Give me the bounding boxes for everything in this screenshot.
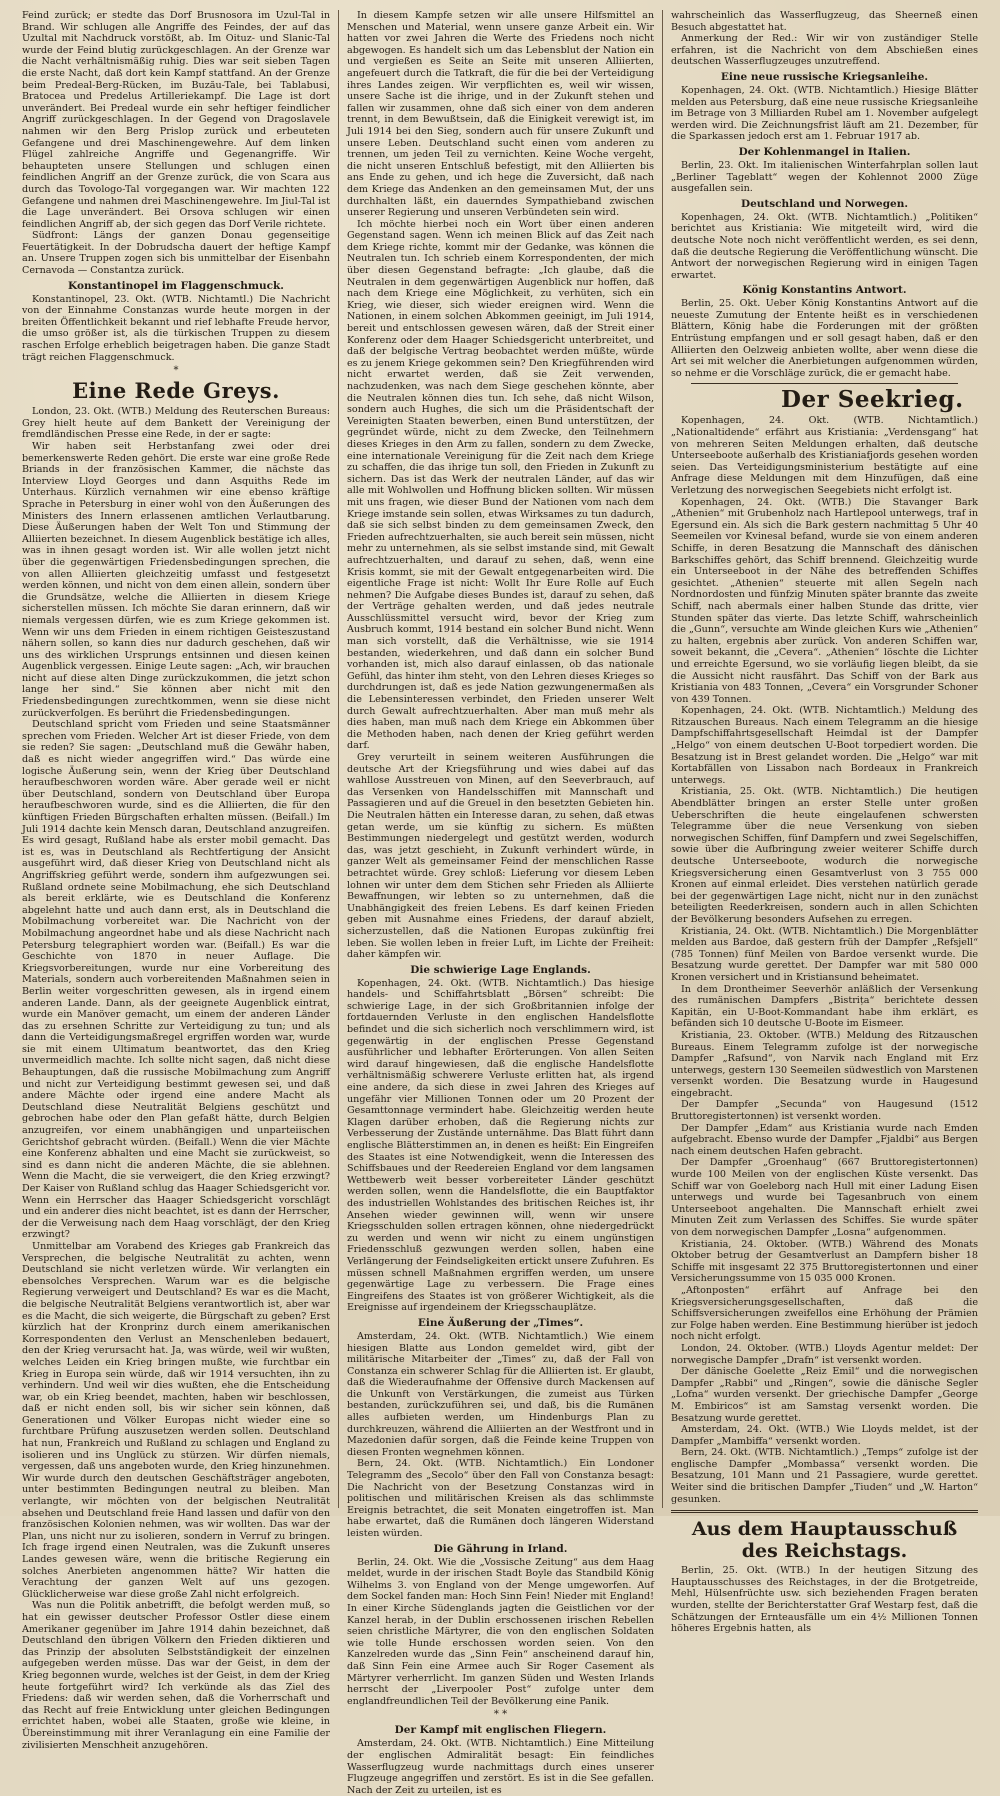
column-middle [338, 10, 662, 1796]
separator-asterisk: * [173, 365, 179, 377]
section-divider [691, 383, 958, 384]
article-heading: Die schwierige Lage Englands. [410, 963, 591, 976]
article-text: London, 24. Oktober. (WTB.) Lloyds Agentur meldet: Der norwegische Dampfer „Drafn“ ist versenkt worden. [671, 1342, 978, 1366]
article-text: Berlin, 25. Okt. (WTB.) In der heutigen Sitzung des Hauptausschusses des Reichstages, in der die Brotgetreide, Mehl, Hülsenfrüchte usw. sich beziehenden Fragen beraten wurden, stellte der Berichterstatter Graf Westarp fest, daß die Schätzungen der Ernteausfälle um ein 4½ Millionen Tonnen höheres Ergebnis hatten, als [671, 1565, 978, 1635]
article-text: Bern, 24. Okt. (WTB. Nichtamtlich.) „Temps“ zufolge ist der englische Dampfer „Mombassa“ versenkt worden. Die Besatzung, 101 Mann und 21 Passagiere, wurde gerettet. Weiter sind die britischen Dampfer „Tiuden“ und „W. Harton“ gesunken. [671, 1447, 978, 1505]
article-text: In diesem Kampfe setzen wir alle unsere Hilfsmittel an Menschen und Material, wenn unsere ganze Arbeit ein. Wir hatten vor zwei Jahren die Werte des Friedens noch nicht abgewogen. Es handelt sich um das Lebensblut der Nation ein und vergießen es Seite an Seite mit unseren Alliierten, angefeuert durch die Tatkraft, die für die bei der Verteidigung ihres Landes zeigen. Wir verpflichten es, weil wir wissen, unsere Sache ist die ihrige, und in der Zukunft stehen und fallen wir zusammen, ohne daß sich einer von dem anderen trennt, in dem Bewußtsein, daß die Einigkeit verewigt ist, im Juli 1914 bei den Sieg, sondern auch für unsere Zukunft und unsere Leben. Deutschland sucht einen vom anderen zu trennen, um jeden Teil zu vernichten. Keine Woche vergeht, die nicht unseren Entschluß befestigt, mit den Alliierten bis ans Ende zu gehen, und ich hege die Zuversicht, daß nach dem Kriege das Andenken an den gemeinsamen Mut, der uns durchhalten läßt, ein dauerndes Sympathieband zwischen unserer Regierung und unseren Verbündeten sein wird. [347, 10, 654, 219]
article-text: Amsterdam, 24. Okt. (WTB. Nichtamtlich.) Eine Mitteilung der englischen Admiralität besagt: Ein feindliches Wasserflugzeug wurde nachmittags durch eines unserer Flugzeuge angegriffen und zerstört. Es ist in die See gefallen. Nach der Zeit zu urteilen, ist es [347, 1738, 654, 1796]
article-text: In dem Drontheimer Seeverhör anläßlich der Versenkung des rumänischen Dampfers „Bistrița“ berichtete dessen Kapitän, ein U-Boot-Kommandant habe ihm erklärt, es befänden sich 10 deutsche U-Boote im Eismeer. [671, 983, 978, 1030]
article-text: Ich möchte hierbei noch ein Wort über einen anderen Gegenstand sagen. Wenn ich meinen Blick auf das Zeit nach dem Kriege richte, kommt mir der Gedanke, was können die Neutralen tun. Ich schrieb einem Korrespondenten, der mich über diesen Gegenstand befragte: „Ich glaube, daß die Neutralen in dem gegenwärtigen Augenblick nur hoffen, daß nach dem Kriege eine Möglichkeit, zu verhüten, sich ein Krieg, wie dieser, sich wieder ereignen wird. Wenn die Nationen, in einem solchen Abkommen geeinigt, im Juli 1914, bereit und entschlossen gewesen wären, daß der Streit einer Konferenz oder dem Haager Schiedsgericht unterbreitet, und daß der belgische Vertrag beobachtet werden müßte, würde es zu jenem Kriege gekommen sein? Den Kriegführenden wird nicht erwartet werden, daß sie Zeit verwenden, nachzudenken, was nach dem Siege geschehen könnte, aber die Neutralen können dies tun. Ich sehe, daß nicht Wilson, sondern auch Hughes, die sich um die Präsidentschaft der Vereinigten Staaten bewerben, einen Bund unterstützen, der gegründet würde, nicht zu dem Zwecke, den Teilnehmern dieses Krieges in den Arm zu fallen, sondern zu dem Zwecke, eine internationale Vereinigung für die Zeit nach dem Kriege zu schaffen, die das ihrige tun soll, den Frieden in Zukunft zu sichern. Das ist das Werk der neutralen Länder, auf das wir alle mit Wohlwollen und Hoffnung blicken sollten. Wir müssen mit uns fragen, wie dieser Bund der Nationen vom nach dem Kriege imstande sein sollen, etwas Wirksames zu tun dadurch, daß sie sich selbst binden zu dem gemeinsamen Zweck, den Frieden aufrechtzuerhalten, sie auch bereit sein müssen, nicht mehr zu unternehmen, als sie selbst imstande sind, mit Gewalt aufrechtzuerhalten, und darauf zu sehen, daß, wenn eine Krisis kommt, sie mit der Gewalt entgegenarbeiten wird. Die eigentliche Frage ist nicht: Wollt Ihr Eure Rolle auf Euch nehmen? Die Aufgabe dieses Bundes ist, darauf zu sehen, daß der Verträge gehalten werden, und daß jedes neutrale Ausschlüssmittel versucht wird, bevor der Krieg zum Ausbruch kommt, 1914 bestand ein solcher Bund nicht. Wenn man sich vorstellt, daß die Verhältnisse, wie sie 1914 bestanden, wiederkehren, und daß dann ein solcher Bund vorhanden ist, mich also darauf einlassen, ob das nationale Gefühl, das hinter ihm steht, von den Lehren dieses Krieges so durchdrungen ist, daß es jede Nation gezwungenermaßen als die Lebensinteressen verbindet, den Frieden unserer Welt durch Gewalt aufrechtzuerhalten. Aber man muß mehr als dies haben, man muß nach dem Kriege ein Abkommen über die Methoden haben, nach denen der Krieg geführt werden darf. [347, 218, 654, 752]
article-heading: Deutschland und Norwegen. [740, 197, 909, 210]
article-heading: Eine neue russische Kriegsanleihe. [720, 70, 929, 83]
article-text: London, 23. Okt. (WTB.) Meldung des Reuterschen Bureaus: Grey hielt heute auf dem Bankett der Vereinigung der fremdländischen Presse eine Rede, in der er sagte: [22, 406, 330, 441]
article-text: Amsterdam, 24. Okt. (WTB. Nichtamtlich.) Wie einem hiesigen Blatte aus London gemeldet wird, gibt der militärische Mitarbeiter der „Times“ zu, daß der Fall von Constanza ein schwerer Schlag für die Alliierten ist. Er glaubt, daß die Wiederaufnahme der Offensive durch Mackensen auf die Unkunft von Verstärkungen, die zumeist aus Türken bestanden, zurückzuführen sei, und daß, bis die Rumänen alles aufbieten werden, um Hindenburgs Plan zu durchkreuzen, während die Alliierten an der Westfront und in Mazedonien dafür sorgen, daß die Feinde keine Truppen von diesen Fronten wegnehmen können. [347, 1330, 654, 1458]
article-text: Wir haben seit Herbstanfang zwei oder drei bemerkenswerte Reden gehört. Die erste war eine große Rede Briands in der französischen Kammer, die nächste das Interview Lloyd Georges und dann Asquiths Rede im Unterhaus. Kürzlich vernahmen wir eine ebenso kräftige Sprache in Petersburg in einer wohl von den Äußerungen des Ministers des Innern erlassenen amtlichen Verlautbarung. Diese Äußerungen haben der Welt Ton und Stimmung der Alliierten bezeichnet. In diesem Augenblick bestätige ich alles, was in ihnen gesagt worden ist. Wir alle wollen jetzt nicht über die gegenwärtigen Friedensbedingungen sprechen, die von allen Alliierten gleichzeitig umfasst und festgesetzt werden können, und nicht von dem einen allein, sondern über die Grundsätze, welche die Alliierten in diesem Kriege sicherstellen müssen. Ich möchte Sie daran erinnern, daß wir niemals vergessen dürfen, wie es zum Kriege gekommen ist. Wenn wir uns dem Frieden in einem richtigen Geisteszustand nähern sollen, so kann dies nur dadurch geschehen, daß wir uns des wirklichen Ursprungs entsinnen und diesen keinen Augenblick vergessen. Einige Leute sagen: „Ach, wir brauchen nicht auf diese alten Dinge zurückzukommen, die jetzt schon lange her sind.“ Sie können aber nicht mit den Friedensbedingungen zurechtkommen, wenn sie diese nicht zurückverfolgen. Es berührt die Friedensbedingungen. [22, 441, 330, 719]
article-text: Südfront: Längs der ganzen Donau gegenseitige Feuertätigkeit. In der Dobrudscha dauert der heftige Kampf an. Unsere Truppen zogen sich bis unmittelbar der Eisenbahn Cernavoda — Constantza zurück. [22, 230, 330, 277]
article-text: Der Dampfer „Edam“ aus Kristiania wurde nach Emden aufgebracht. Ebenso wurde der Dampfer „Fjaldbi“ aus Bergen nach einem deutschen Hafen gebracht. [671, 1122, 978, 1157]
article-text: Amsterdam, 24. Okt. (WTB.) Wie Lloyds meldet, ist der Dampfer „Mambiffa“ versenkt worden. [671, 1424, 978, 1447]
article-text: Kopenhagen, 24. Okt. (WTB. Nichtamtlich.) „Nationaltidende“ erfährt aus Kristiania: „Verdensgang“ hat von mehreren Seiten Meldungen erhalten, daß deutsche Unterseeboote außerhalb des Kristianiafjords gesehen worden seien. Das Verteidigungsministerium bestätigte auf eine Anfrage diese Meldungen mit dem Hinzufügen, daß eine Verletzung des norwegischen Seegebiets nicht erfolgt ist. [671, 415, 978, 496]
headline-hauptausschuss: Aus dem Hauptausschuß des Reichstags. [691, 1518, 958, 1563]
column-right [662, 10, 986, 1635]
column-left [14, 10, 338, 1751]
article-text: Was nun die Politik anbetrifft, die befolgt werden muß, so hat ein gewisser deutscher Professor Ostler diese einem Amerikaner gegenüber im Jahre 1914 dahin bezeichnet, daß Deutschland den übrigen Völkern den Frieden diktieren und das Prinzip der absoluten Selbstständigkeit der einzelnen aufgegeben werden müsse. Das war der Geist, in dem der Krieg begonnen wurde, welches ist der Geist, in dem der Krieg heute fortgeführt wird? Ich verkünde als das Ziel des Friedens: daß wir werden sehen, daß die Vorherrschaft und das Recht auf freie Entwicklung unter gleichen Bedingungen errichtet haben, wobei alle Staaten, große wie kleine, in Übereinstimmung mit ihrer Veranlagung ein eine Familie der zivilisierten Menschheit anzugehören. [22, 1600, 330, 1751]
article-text: Bern, 24. Okt. (WTB. Nichtamtlich.) Ein Londoner Telegramm des „Secolo“ über den Fall von Constanza besagt: Die Nachricht von der Besetzung Constanzas wird in politischen und militärischen Kreisen als das schlimmste Ereignis betrachtet, die seit Monaten eingetroffen ist. Man habe erwartet, daß die Rumänen doch längeren Widerstand leisten würden. [347, 1458, 654, 1539]
article-text: Kristiania, 24. Oktober. (WTB.) Während des Monats Oktober betrug der Gesamtverlust an Dampfern bisher 18 Schiffe mit insgesamt 22 375 Bruttoregistertonnen und einer Versicherungssumme von 15 035 000 Kronen. [671, 1238, 978, 1285]
article-heading: Der Kampf mit englischen Fliegern. [394, 1724, 607, 1737]
article-text: Grey verurteilt in seinem weiteren Ausführungen die deutsche Art der Kriegsführung und wies dabei auf das wahllose Ausstreuen von Minen, auf den Seeverbrauch, auf das Versenken von Handelsschiffen mit Mannschaft und Passagieren und auf die Greuel in den besetzten Gebieten hin. Die Neutralen hätten ein Interesse daran, zu sehen, daß etwas getan werde, um sie künftig zu sichern. Es müßten Bestimmungen niedergelegt und gestützt werden, wodurch das, was jetzt geschieht, in Zukunft verhindert würde, in ganzer Welt als gemeinsamer Feind der menschlichen Rasse betrachtet würde. Grey schloß: Lieferung vor diesem Leben lohnen wir unter dem dem Stichen sehr Frieden als Alliierte Bewaffnungen, wir lebten so zu unternehmen, daß die Unabhängigkeit des freien Lebens. Es darf keinen Frieden geben mit Ausnahme eines Friedens, der darauf abzielt, sicherzustellen, daß die Nationen Europas zukünftig frei leben. Sie wollen leben in freier Luft, im Lichte der Freiheit: daher kämpfen wir. [347, 752, 654, 961]
article-text: Berlin, 23. Okt. Im italienischen Winterfahrplan sollen laut „Berliner Tageblatt“ wegen der Kohlennot 2000 Züge ausgefallen sein. [671, 159, 978, 195]
article-text: Kopenhagen, 24. Okt. (WTB. Nichtamtlich.) Hiesige Blätter melden aus Petersburg, daß eine neue russische Kriegsanleihe im Betrage von 3 Milliarden Rubel am 1. November aufgelegt werden wird. Die Zeichnungsfrist läuft am 21. Dezember, für die Sparkassen jedoch erst am 1. Februar 1917 ab. [671, 84, 978, 143]
headline-seekrieg: Der Seekrieg. [781, 386, 964, 414]
article-text: Berlin, 25. Okt. Ueber König Konstantins Antwort auf die neueste Zumutung der Entente heißt es in verschiedenen Blättern, König habe die Forderungen mit der größten Entrüstung empfangen und er soll gesagt haben, daß er den Alliierten den Oelzweig anbieten wollte, aber wenn diese die Art sei mit welcher die Anerbietungen aufgenommen würden, so nehme er die Vorschläge zurück, die er gemacht habe. [671, 298, 978, 379]
article-text: Kopenhagen, 24. Okt. (WTB. Nichtamtlich.) Das hiesige handels- und Schiffahrtsblatt „Börsen“ schreibt: Die schwierige Lage, in der sich Großbritannien infolge der fortdauernden Verluste in den englischen Handelsflotte befindet und die sich sicherlich noch verschlimmern wird, ist gegenwärtig in der englischen Presse Gegenstand ausführlicher und lebhafter Erörterungen. Von allen Seiten wird darauf hingewiesen, daß die englische Handelsflotte verhältnismäßig schwerere Verluste erlitten hat, als irgend eine andere, da sich diese in zwei Jahren des Krieges auf ungefähr vier Millionen Tonnen oder um 20 Prozent der Gesamttonnage vermindert habe. Gleichzeitig werden heute Klagen darüber erhoben, daß die Regierung nichts zur Verbesserung der Zustände unternähme. Das Blatt führt dann englische Blätterstimmen an, in denen es heißt: Ein Eingreifen des Staates ist eine Notwendigkeit, wenn die Interessen des Schiffsbaues und der Reedereien England vor dem langsamen Wettbewerb weit besser vorbereiteter Länder geschützt werden sollen, wenn die Handelsflotte, die ein Bauptfaktor des industriellen Wohlstandes des britischen Reiches ist, ihr Ansehen wieder gewinnen will, wenn wir unsere Kriegsschulden sollen ertragen können, ohne niedergedrückt zu werden und wenn wir nicht zu einem ungünstigen Friedensschluß gezwungen werden sollen, haben eine Verlängerung der Feindseligkeiten ertickt unsere Zufuhren. Es müssen schnell Maßnahmen ergriffen werden, um unsere gegenwärtige Lage zu verbessern. Die Frage eines Eingreifens des Staates ist von größerer Wichtigkeit, als die Ereignisse auf irgendeinem der Kriegsschauplätze. [347, 977, 654, 1314]
article-heading: Konstantinopel im Flaggenschmuck. [68, 279, 284, 292]
article-text: Kristiania, 23. Oktober. (WTB.) Meldung des Ritzauschen Bureaus. Einem Telegramm zufolge ist der norwegische Dampfer „Rafsund“, von Narvik nach England mit Erz unterwegs, gestern 130 Seemeilen südwestlich von Marstenen versenkt worden. Die Besatzung wurde in Haugesund eingebracht. [671, 1029, 978, 1099]
article-text: Berlin, 24. Okt. Wie die „Vossische Zeitung“ aus dem Haag meldet, wurde in der irischen Stadt Boyle das Standbild König Wilhelms 3. von England von der Menge umgeworfen. Auf dem Sockel fanden man: Hoch Sinn Fein! Nieder mit England! In einer Kirche Südenglands jagten die Geistlichen vor der Kanzel herab, in der Dublin erschossenen irischen Rebellen seien christliche Märtyrer, die von den englischen Soldaten wie tolle Hunde erschossen worden seien. Von den Kanzelreden wurde das „Sinn Fein“ anscheinend darauf hin, daß Sinn Fein eine Armee auch Sir Roger Casement als Märtyrer verherrlicht. Im ganzen Süden und Westen Irlands herrscht der „Liverpooler Post“ zufolge unter dem englandfreundlichen Teil der Bevölkerung eine Panik. [347, 1556, 654, 1707]
article-text: Deutschland spricht vom Frieden und seine Staatsmänner sprechen vom Frieden. Welcher Art ist dieser Friede, von dem sie reden? Sie sagen: „Deutschland muß die Gewähr haben, daß es nicht wieder angegriffen wird.“ Das würde eine logische Äußerung sein, wenn der Krieg über Deutschland heraufbeschworen worden wäre. Aber gerade weil er nicht über Deutschland, sondern von Deutschland über Europa heraufbeschworen wurde, sind es die Alliierten, die für den künftigen Frieden Bürgschaften erhalten müssen. (Beifall.) Im Juli 1914 dachte kein Mensch daran, Deutschland anzugreifen. Es wird gesagt, Rußland habe als erster mobil gemacht. Das ist es, was in Deutschland als Rechtfertigung der Ansicht ausgeführt wird, daß dieser Krieg von Deutschland nicht als Angriffskrieg geführt werde, sondern ihm aufgezwungen sei. Rußland ordnete seine Mobilmachung, ehe sich Deutschland als bereit erklärte, wie es Deutschland die Konferenz abgelehnt hatte und auch dann erst, als in Deutschland die Mobilmachung vorbereitet war. Die Nachricht von der Mobilmachung angeordnet habe und als diese Nachricht nach Petersburg telegraphiert worden war. (Beifall.) Es war die Geschichte von 1870 in neuer Auflage. Die Kriegsvorbereitungen, wurde nur eine Vorbereitung des Materials, sondern auch vorbereitenden Maßnahmen seien in Berlin weiter vorgeschritten gewesen, als in irgend einem anderen Lande. Dann, als der geeignete Augenblick eintrat, wurde ein Manöver gemacht, um einem der anderen Länder das zu ersehnen Schritte zur Verteidigung zu tun; und als dann die Verteidigungsmaßregel ergriffen worden war, wurde sie mit einem Ultimatum beantwortet, das den Krieg unvermeidlich machte. Ich sollte nicht sagen, daß nicht diese Behauptungen, daß die russische Mobilmachung zum Angriff und nicht zur Verteidigung bestimmt gewesen sei, und daß andere Mächte oder irgend eine andere Macht als Deutschland diese Neutralität Belgiens geschützt und gebrochen habe oder den Plan gefaßt hätte, durch Belgien anzugreifen, vor einem unabhängigen und unparteiischen Gerichtshof gebracht würden. (Beifall.) Wenn die vier Mächte eine Konferenz abhalten und eine Macht sie zurückweist, so sind es dann nicht die anderen Mächte, die sie ablehnen. Wenn die Macht, die sie verweigert, die den Krieg erzwingt? Der Kaiser von Rußland schlug das Haager Schiedsgericht vor. Wenn ein Herrscher das Haager Schiedsgericht vorschlägt und ein anderer dies nicht beachtet, ist es dann der Herrscher, der die Verweisung nach dem Haag vorschlägt, der den Krieg erzwingt? [22, 719, 330, 1241]
article-heading: Eine Äußerung der „Times“. [417, 1316, 584, 1329]
article-heading: Der Kohlenmangel in Italien. [738, 145, 911, 158]
article-text: Kristiania, 24. Okt. (WTB. Nichtamtlich.) Die Morgenblätter melden aus Bardoe, daß gestern früh der Dampfer „Refsjell“ (785 Tonnen) fünf Meilen von Bardoe versenkt wurde. Die Besatzung wurde gerettet. Der Dampfer war mit 580 000 Kronen versichert und in Kristiansund beheimatet. [671, 925, 978, 983]
article-text: Kopenhagen, 24. Okt. (WTB. Nichtamtlich.) „Politiken“ berichtet aus Kristiania: Wie mitgeteilt wird, wird die deutsche Note noch nicht veröffentlicht werden, es sei denn, daß die deutsche Regierung die Veröffentlichung wünscht. Die Antwort der norwegischen Regierung wird in einigen Tagen erwartet. [671, 211, 978, 281]
article-text: Kopenhagen, 24. Okt. (WTB.) Die Stavanger Bark „Athenien“ mit Grubenholz nach Hartlepool unterwegs, traf in Egersund ein. Als sich die Bark gestern nachmittag 5 Uhr 40 Seemeilen vor Kvinesal befand, wurde sie von einem anderen Schiffe, in deren Besatzung die Mannschaft des dänischen Barkschiffes gehört, das Schiff brennend. Gleichzeitig wurde ein Unterseeboot in der Nähe des betreffenden Schiffes gesichtet. „Athenien“ steuerte mit allen Segeln nach Nordnordosten und fünfzig Minuten später brannte das zweite Schiff, nach abermals einer halben Stunde das dritte, vier Stunden später das vierte. Das letzte Schiff, wahrscheinlich die „Gunn“, versuchte am Winde gleichen Kurs wie „Athenien“ zu halten, ergebnis aber zurück. Von anderen Schiffen war, soweit bekannt, die „Cevera“. „Athenien“ löschte die Lichter und erreichte Egersund, wo sie vorläufig liegen bleibt, da sie die Aussicht nicht rausfährt. Das Schiff von der Bark aus Kristiania von 483 Tonnen, „Cevera“ ein Vorsgrunder Schoner von 439 Tonnen. [671, 496, 978, 705]
article-text: Konstantinopel, 23. Okt. (WTB. Nichtamtl.) Die Nachricht von der Einnahme Constanzas wurde heute morgen in der breiten Öffentlichkeit bekannt und rief lebhafte Freude hervor, die umso größer ist, als die türkischen Truppen zu diesem raschen Erfolge erheblich beigetragen haben. Die ganze Stadt trägt reichen Flaggenschmuck. [22, 293, 330, 363]
article-text: Feind zurück; er stedte das Dorf Brusnosora im Uzul-Tal in Brand. Wir schlugen alle Angriffe des Feindes, der auf das Uzultal mit Nachdruck vorstößt, ab. Im Oituz- und Slanic-Tal wurde der Feind blutig zurückgeschlagen. An der Grenze war die Nacht verhältnismäßig ruhig. Dies war seit sieben Tagen die erste Nacht, daß dort kein Kampf stattfand. An der Grenze beim Predeal-Berg-Rücken, im Buzău-Tale, bei Tablabusi, Bratocea und Predelus Artilleriekampf. Die Lage ist dort unverändert. Bei Predeal wurde ein sehr heftiger feindlicher Angriff zurückgeschlagen. In der Gegend von Dragoslavele nahmen wir den Berg Prislop zurück und erbeuteten Gefangene und drei Maschinengewehre. Auf dem linken Flügel zahlreiche Angriffe und Gegenangriffe. Wir behaupteten unsere Stellungen und schlugen einen feindlichen Angriff an der Grenze zurück, die von Scara aus durch das Tovologo-Tal vorgegangen war. Wir machten 122 Gefangene und nahmen drei Maschinengewehre. Im Jiul-Tal ist die Lage unverändert. Bei Orsova schlugen wir einen feindlichen Angriff ab, der sich gegen das Dorf Verile richtete. [22, 10, 330, 230]
article-text: Anmerkung der Red.: Wir wir von zuständiger Stelle erfahren, ist die Nachricht von dem Abschießen eines deutschen Wasserflugzeuges unzutreffend. [671, 33, 978, 68]
article-text: „Aftonposten“ erfährt auf Anfrage bei den Kriegsversicherungsgesellschaften, daß die Schiffsversicherungen zweifellos eine Erhöhung der Prämien zur Folge haben werden. Eine Bestimmung hierüber ist jedoch noch nicht erfolgt. [671, 1284, 978, 1343]
article-text: Der Dampfer „Groenhaug“ (667 Bruttoregistertonnen) wurde 100 Meilen von der englischen Küste versenkt. Das Schiff war von Goeleborg nach Hull mit einer Ladung Eisen unterwegs und wurde bei Tagesanbruch von einem Unterseeboot angehalten. Die Mannschaft erhielt zwei Minuten Zeit zum Verlassen des Schiffes. Sie wurde später von dem norwegischen Dampfer „Losna“ aufgenommen. [671, 1157, 978, 1238]
article-heading: König Konstantins Antwort. [742, 284, 907, 297]
article-heading: Die Gährung in Irland. [433, 1542, 568, 1555]
article-text: Kopenhagen, 24. Okt. (WTB. Nichtamtlich.) Meldung des Ritzauschen Bureaus. Nach einem Telegramm an die hiesige Dampfschiffahrtsgesellschaft Heimdal ist der Dampfer „Helgo“ von einem deutschen U-Boot torpediert worden. Die Besatzung ist in Brest gelandet worden. Die „Helgo“ war mit Kortabfällen von Lissabon nach Bordeaux in Frankreich unterwegs. [671, 705, 978, 786]
article-text: Kristiania, 25. Okt. (WTB. Nichtamtlich.) Die heutigen Abendblätter bringen an erster Stelle unter großen Ueberschriften die heute eingelaufenen schwersten Telegramme über die neue Versenkung von sieben norwegischen Schiffen, fünf Dampfern und zwei Segelschiffen, sowie über die Aufbringung zweier weiterer Schiffe durch deutsche Unterseeboote, wodurch die norwegische Kriegsversicherung einen Gesamtverlust von 3 755 000 Kronen auf einmal erleidet. Dies verstehen natürlich gerade bei der gegenwärtigen Lage nicht, nicht nur in den zunächst beteiligten Reederkreisen, sondern auch in allen Schichten der Bevölkerung besonders Aufsehen zu erregen. [671, 786, 978, 925]
separator-asterisk: * * [493, 1709, 508, 1721]
section-divider [671, 1510, 978, 1513]
article-text: Der Dampfer „Secunda“ von Haugesund (1512 Bruttoregistertonnen) ist versenkt worden. [671, 1099, 978, 1123]
article-text: Der dänische Goelette „Reiz Emil“ und die norwegischen Dampfer „Rabbi“ und „Ringen“, sowie die dänische Segler „Lofna“ wurden versenkt. Der griechische Dampfer „George M. Embiricos“ ist am Samstag versenkt worden. Die Besatzung wurde gerettet. [671, 1366, 978, 1424]
headline-grey: Eine Rede Greys. [72, 378, 280, 404]
article-text: wahrscheinlich das Wasserflugzeug, das Sheerneß einen Besuch abgestattet hat. [671, 10, 978, 33]
article-text: Unmittelbar am Vorabend des Krieges gab Frankreich das Versprechen, die belgische Neutralität zu achten, wenn Deutschland sie nicht verletzen würde. Wir verlangten ein ebensolches Versprechen. Warum war es die belgische Regierung verweigert und Deutschland? Es war es die Macht, die belgische Neutralität Belgiens verantwortlich ist, aber war es die Macht, die sich weigerte, die Bürgschaft zu geben? Erst kürzlich hat der Kronprinz durch einem amerikanischen Korrespondenten den Verlust an Menschenleben bedauert, den der Krieg verursacht hat. Ja, was würde, weil wir wußten, welches Leiden ein Krieg bringen mußte, wie furchtbar ein Krieg in Europa sein würde, daß wir 1914 versuchten, ihn zu verhindern. Und weil wir dies wußten, ehe die Entscheidung war, ob ein Krieg beendet, machten, haben wir beschlossen, daß er nicht enden soll, bis wir sicher sein können, daß Generationen und Völker Europas nicht wieder eine so furchtbare Prüfung auszusetzen werden sollen. Deutschland hat nun, Frankreich und Rußland zu schlagen und England zu isolieren und ins Unglück zu stürzen. Wir dürfen niemals, vergessen, daß uns angeboten wurde, den Krieg hinzunehmen. Wir wurde durch den deutschen Geschäftsträger angeboten, unter bestimmten Bedingungen neutral zu bleiben. Man verlangte, wir möchten von der belgischen Neutralität absehen und Deutschland freie Hand lassen und dafür von den französischen Kolonien nehmen, was wir wollten. Das war der Plan, uns nicht nur zu isolieren, sondern in Verruf zu bringen. Ich frage irgend einen Neutralen, was die Zukunft unseres Landes gewesen wäre, wenn die britische Regierung ein solches Anerbieten angenommen hätte? Wir hatten die Verachtung der ganzen Welt auf uns gezogen. Glücklicherweise war diese große Zahl nicht erfolgreich. [22, 1240, 330, 1600]
